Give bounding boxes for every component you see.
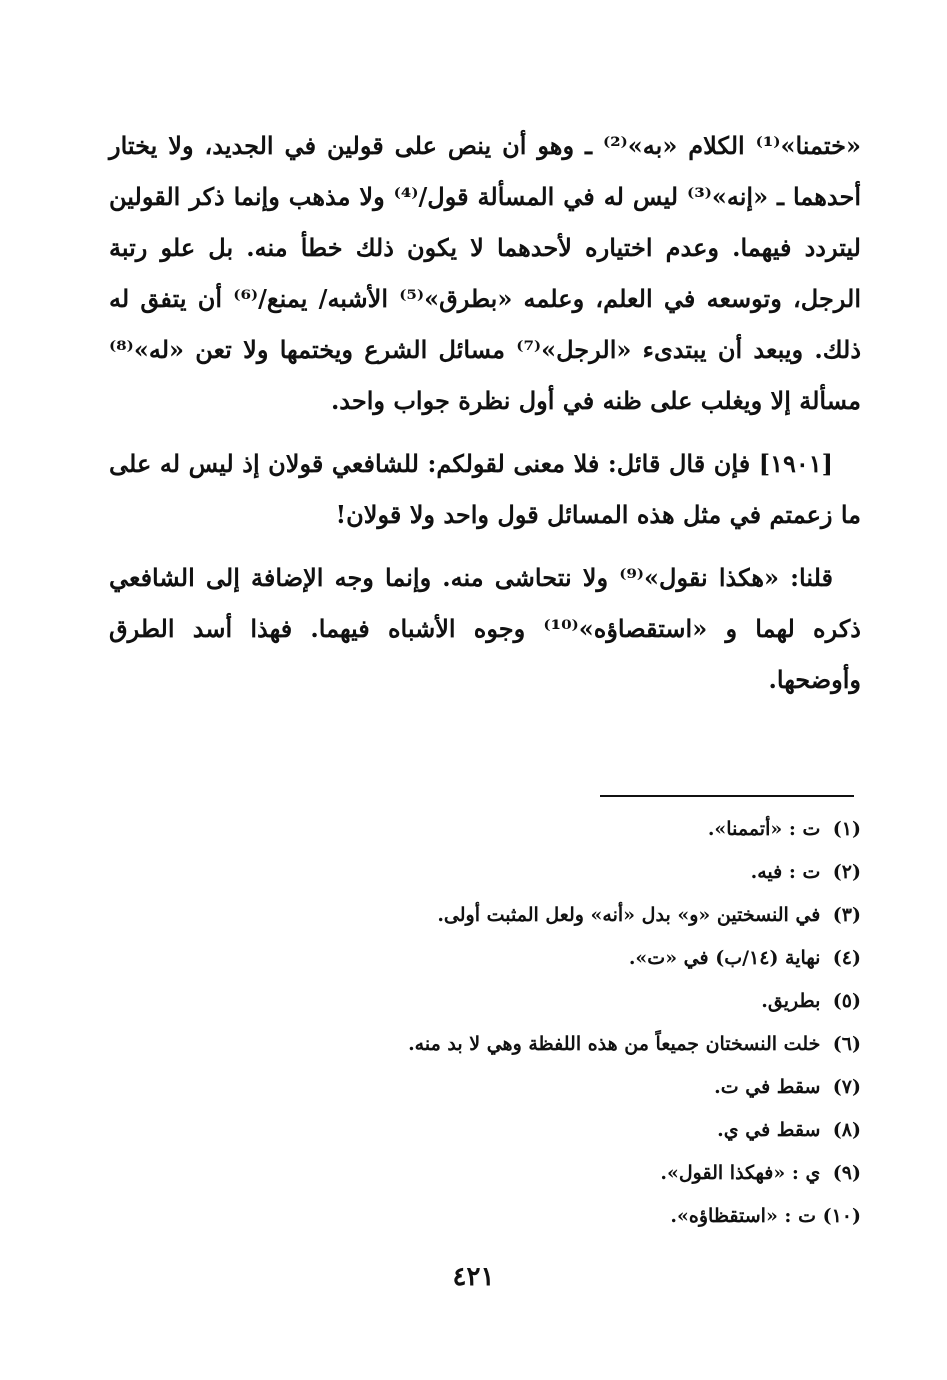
footnote-separator bbox=[600, 795, 854, 797]
footnote-text: سقط في ت. bbox=[714, 1076, 821, 1098]
footnote-number: (٥) bbox=[832, 990, 861, 1012]
footnote-text: سقط في ي. bbox=[717, 1119, 821, 1141]
footnote bbox=[141, 1023, 861, 1066]
footnote bbox=[141, 980, 861, 1023]
footnote bbox=[141, 1195, 861, 1238]
footnote bbox=[141, 1152, 861, 1195]
footnote-number: (٨) bbox=[832, 1119, 861, 1141]
footnote-text: ت : «استقظاؤه». bbox=[670, 1205, 816, 1227]
body-paragraph: «ختمنا»⁽¹⁾ الكلام «به»⁽²⁾ ـ وهو أن ينص على قولين في الجديد، ولا يختار أحدهما ـ «إنه»⁽³⁾ ليس له في المسألة قول/⁽⁴⁾ ولا مذهب وإنما ذكر القولين ليتردد فيهما. وعدم اختياره لأحدهما لا يكون ذلك خطأ منه. بل علو رتبة الرجل، وتوسعه في العلم، وعلمه «بطرق»⁽⁵⁾ الأشبه/ يمنع/⁽⁶⁾ أن يتفق له ذلك. ويبعد أن يبتدىء «الرجل»⁽⁷⁾ مسائل الشرع ويختمها ولا تعن «له»⁽⁸⁾ مسألة إلا ويغلب على ظنه في أول نظرة جواب واحد. bbox=[109, 131, 862, 415]
footnote bbox=[141, 808, 861, 851]
footnotes-list bbox=[141, 808, 861, 1238]
main-text bbox=[109, 120, 861, 705]
footnote-number: (٣) bbox=[832, 904, 861, 926]
footnote-text: ي : «فهكذا القول». bbox=[660, 1162, 821, 1184]
footnote-text: خلت النسختان جميعاً من هذه اللفظة وهي لا بد منه. bbox=[408, 1033, 821, 1055]
footnote bbox=[141, 937, 861, 980]
footnote bbox=[141, 851, 861, 894]
body-paragraph: [١٩٠١] فإن قال قائل: فلا معنى لقولكم: للشافعي قولان إذ ليس له على ما زعمتم في مثل هذه المسائل قول واحد ولا قولان! bbox=[109, 449, 861, 529]
footnote-number: (٤) bbox=[832, 947, 861, 969]
footnote-text: نهاية (١٤/ب) في «ت». bbox=[628, 947, 821, 969]
footnote bbox=[141, 1066, 861, 1109]
footnote-text: في النسختين «و» بدل «أنه» ولعل المثبت أولى. bbox=[437, 904, 821, 926]
body-paragraph: قلنا: «هكذا نقول»⁽⁹⁾ ولا نتحاشى منه. وإنما وجه الإضافة إلى الشافعي ذكره لهما و «استقصاؤه»⁽¹⁰⁾ وجوه الأشباه فيهما. فهذا أسد الطرق وأوضحها. bbox=[109, 563, 861, 694]
footnote bbox=[141, 894, 861, 937]
footnote-number: (٧) bbox=[832, 1076, 861, 1098]
footnote-text: ت : فيه. bbox=[750, 861, 821, 883]
footnote-text: ت : «أتممنا». bbox=[707, 818, 821, 840]
page-number: ٤٢١ bbox=[452, 1262, 495, 1292]
footnote-number: (١٠) bbox=[822, 1205, 861, 1227]
footnote-number: (٢) bbox=[832, 861, 861, 883]
footnote-number: (٦) bbox=[832, 1033, 861, 1055]
footnote-number: (٩) bbox=[832, 1162, 861, 1184]
footnote-text: بطريق. bbox=[761, 990, 821, 1012]
footnote-number: (١) bbox=[832, 818, 861, 840]
footnote bbox=[141, 1109, 861, 1152]
